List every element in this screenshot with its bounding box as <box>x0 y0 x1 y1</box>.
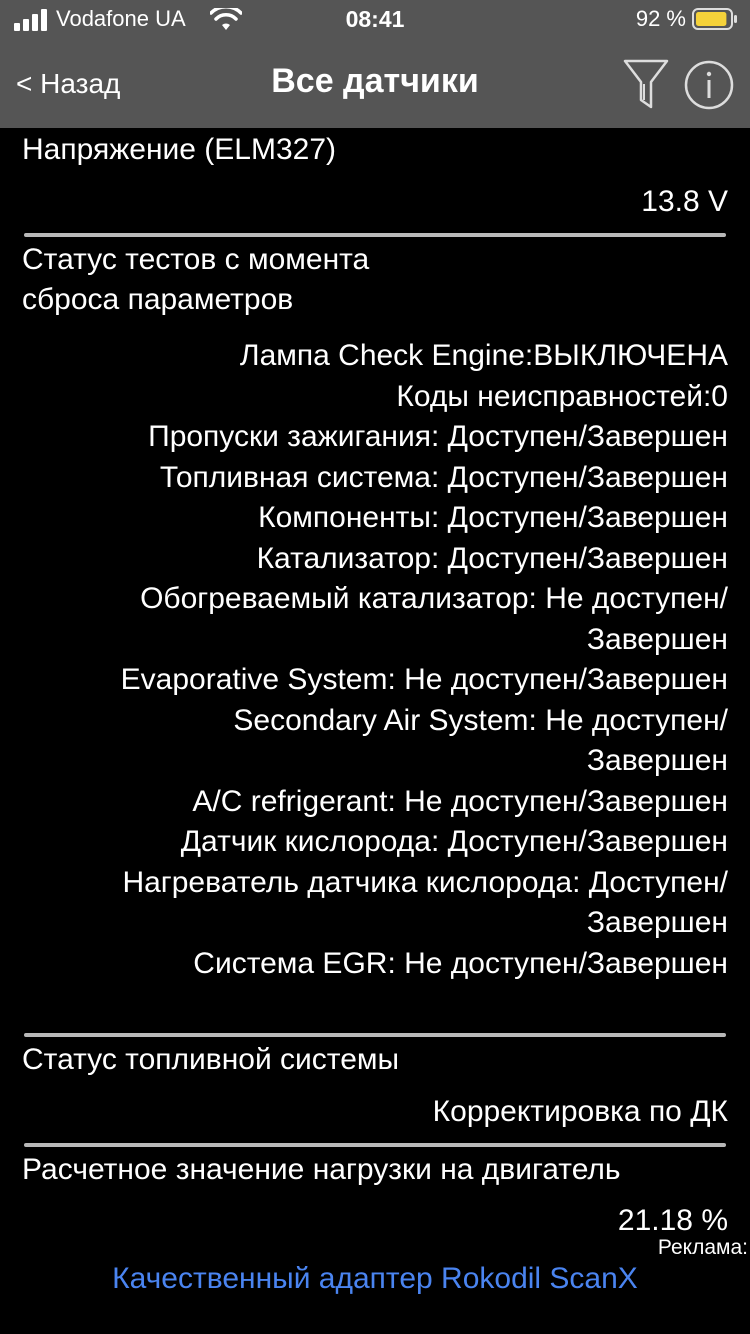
test-status-line: Нагреватель датчика кислорода: Доступен/ <box>122 865 728 899</box>
status-bar <box>0 0 750 40</box>
battery-icon <box>692 8 738 30</box>
engine-load-label: Расчетное значение нагрузки на двигатель <box>22 1153 621 1186</box>
back-button[interactable]: < Назад <box>16 68 121 99</box>
status-time: 08:41 <box>345 6 405 32</box>
test-status-line: Пропуски зажигания: Доступен/Завершен <box>148 420 728 453</box>
test-status-line: Завершен <box>586 906 728 939</box>
test-status-line: Топливная система: Доступен/Завершен <box>159 460 728 494</box>
engine-load-value: 21.18 % <box>617 1204 728 1237</box>
test-status-line: Завершен <box>586 744 728 777</box>
page-title: Все датчики <box>271 62 479 100</box>
carrier-name: Vodafone UA <box>56 6 186 31</box>
voltage-value: 13.8 V <box>641 185 728 218</box>
test-status-line: A/C refrigerant: Не доступен/Завершен <box>192 784 728 818</box>
top-bar <box>0 0 750 128</box>
test-status-line: Катализатор: Доступен/Завершен <box>256 541 728 575</box>
test-status-line: Secondary Air System: Не доступен/ <box>233 703 728 737</box>
tests-label-line2: сброса параметров <box>22 283 294 316</box>
fuel-status-value: Корректировка по ДК <box>432 1095 728 1128</box>
divider <box>24 1143 726 1147</box>
ad-link[interactable]: Качественный адаптер Rokodil ScanX <box>112 1262 638 1295</box>
tests-status-list <box>18 336 728 984</box>
test-status-line: Обогреваемый катализатор: Не доступен/ <box>140 582 728 615</box>
navigation-bar <box>0 40 750 128</box>
voltage-label: Напряжение (ELM327) <box>22 133 337 166</box>
test-status-line: Датчик кислорода: Доступен/Завершен <box>180 825 728 858</box>
test-status-line: Коды неисправностей:0 <box>396 379 728 413</box>
info-icon[interactable] <box>684 60 734 110</box>
filter-icon[interactable] <box>622 58 670 110</box>
tests-label-line1: Статус тестов с момента <box>22 243 370 276</box>
test-status-line: Компоненты: Доступен/Завершен <box>258 501 728 534</box>
test-status-line: Система EGR: Не доступен/Завершен <box>193 946 728 980</box>
battery-percent: 92 % <box>635 6 686 31</box>
fuel-status-label: Статус топливной системы <box>22 1043 400 1076</box>
test-status-line: Лампа Check Engine:ВЫКЛЮЧЕНА <box>239 339 728 372</box>
ad-label: Реклама: <box>657 1236 748 1259</box>
test-status-line: Evaporative System: Не доступен/Завершен <box>120 663 728 696</box>
divider <box>24 233 726 237</box>
divider <box>24 1033 726 1037</box>
test-status-line: Завершен <box>586 622 728 656</box>
